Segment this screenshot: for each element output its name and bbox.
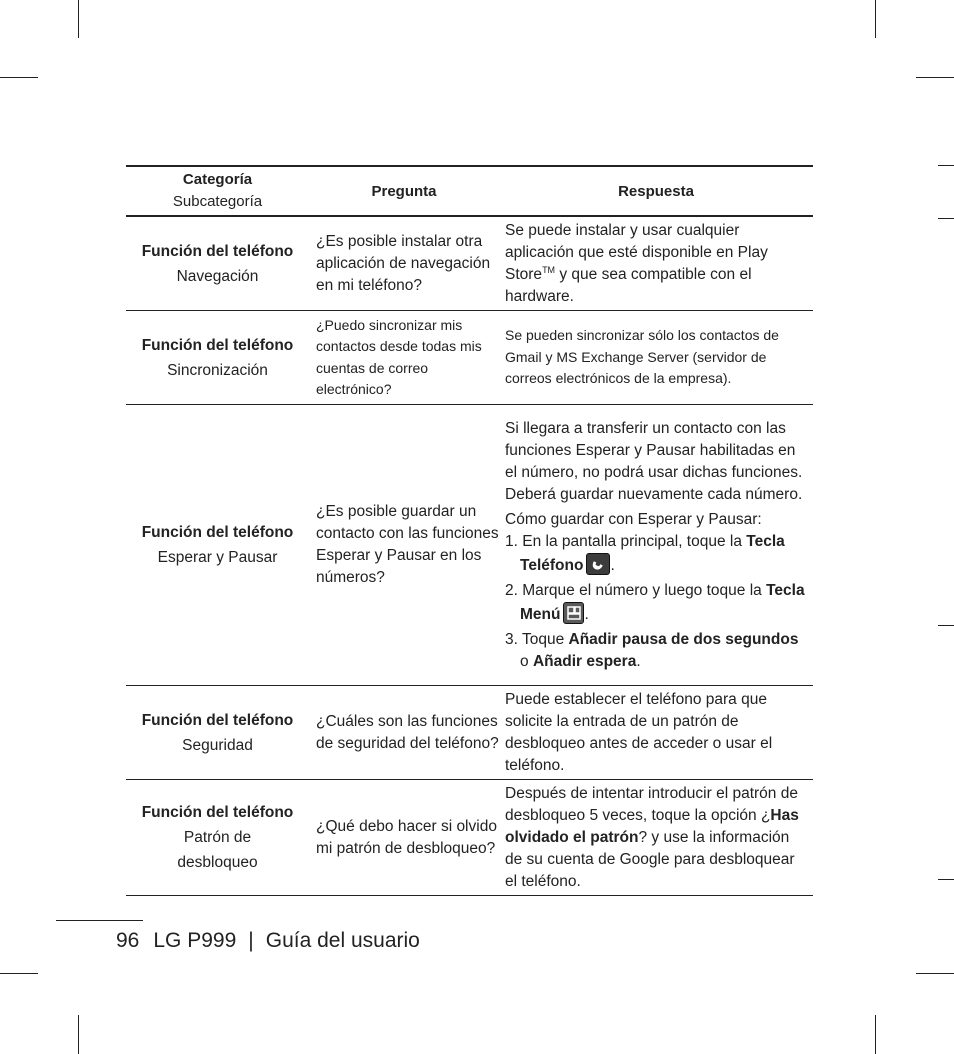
- row-subcategory: Patrón de desbloqueo: [177, 829, 258, 871]
- answer-part: y que sea compatible con el hardware.: [505, 265, 752, 305]
- row-subcategory: Navegación: [176, 267, 259, 285]
- row-answer: [499, 780, 813, 895]
- option-label: Añadir espera: [532, 652, 637, 670]
- menu-key-label: Tecla Menú: [520, 581, 805, 623]
- phone-key-label: Tecla Teléfono: [520, 532, 785, 574]
- step-3: [505, 629, 809, 673]
- step-text: 1. En la pantalla principal, toque la: [505, 532, 747, 550]
- step-1: [505, 531, 809, 577]
- row-subcategory: Seguridad: [182, 736, 253, 754]
- step-text: 2. Marque el número y luego toque la: [505, 581, 767, 599]
- row-category: Función del teléfono: [141, 242, 294, 260]
- row-answer: [499, 311, 813, 404]
- table-header: [126, 165, 813, 217]
- answer-text: [505, 783, 809, 893]
- row-category: Función del teléfono: [141, 336, 294, 354]
- row-category-cell: [126, 780, 309, 895]
- question-text: ¿Cuáles son las funciones de seguridad del teléfono?: [316, 712, 499, 752]
- trademark-mark: TM: [542, 264, 556, 275]
- answer-text: [505, 220, 809, 308]
- question-text: ¿Es posible instalar otra aplicación de navegación en mi teléfono?: [316, 232, 491, 294]
- question-text: ¿Puedo sincronizar mis contactos desde todas mis cuentas de correo electrónico?: [316, 316, 482, 397]
- header-category: Categoría: [182, 171, 253, 188]
- crop-mark: [875, 0, 876, 38]
- row-question: [309, 780, 499, 895]
- crop-mark: [78, 0, 79, 38]
- answer-part: Después de intentar introducir el patrón de desbloqueo 5 veces, toque la opción ¿: [505, 784, 798, 824]
- answer-text: Puede establecer el teléfono para que solicite la entrada de un patrón de desbloqueo antes de acceder o usar el teléfono.: [505, 690, 773, 774]
- row-question: [309, 686, 499, 779]
- header-answer: Respuesta: [618, 182, 694, 200]
- answer-intro: Si llegara a transferir un contacto con las funciones Esperar y Pausar habilitadas en el número, no podrá usar dichas funciones. Deberá guardar nuevamente cada número.: [505, 419, 803, 503]
- row-question: [309, 311, 499, 404]
- menu-key-icon: [563, 602, 584, 624]
- page-number: 96: [116, 929, 140, 952]
- row-answer: [499, 217, 813, 310]
- row-answer: [499, 686, 813, 779]
- header-subcategory: Subcategoría: [172, 193, 263, 210]
- faq-table: [126, 165, 813, 896]
- answer-text: Se pueden sincronizar sólo los contactos de Gmail y MS Exchange Server (servidor de correos electrónicos de la empresa).: [505, 327, 779, 387]
- forgot-pattern-option: Has olvidado el patrón: [505, 806, 799, 846]
- table-row: [126, 311, 813, 405]
- step-text: o: [520, 652, 533, 670]
- row-question: [309, 405, 499, 685]
- crop-mark: [938, 218, 954, 219]
- table-row: [126, 780, 813, 896]
- crop-mark: [916, 77, 954, 78]
- footer-separator: |: [248, 929, 254, 952]
- row-category-cell: [126, 405, 309, 685]
- table-row: [126, 686, 813, 780]
- header-category-cell: [126, 169, 309, 213]
- phone-handset-icon: [586, 553, 610, 575]
- table-row: [126, 217, 813, 311]
- step-text: .: [584, 605, 589, 623]
- crop-mark: [938, 625, 954, 626]
- guide-title: Guía del usuario: [265, 929, 420, 952]
- row-subcategory: Esperar y Pausar: [157, 549, 278, 566]
- crop-mark: [938, 165, 954, 166]
- crop-mark: [78, 1015, 79, 1054]
- header-question: Pregunta: [371, 182, 437, 200]
- answer-part: ? y use la información de su cuenta de Google para desbloquear el teléfono.: [505, 828, 795, 890]
- row-category-cell: [126, 311, 309, 404]
- table-row: [126, 405, 813, 686]
- row-answer: [499, 405, 813, 685]
- row-question: [309, 217, 499, 310]
- step-text: .: [610, 556, 615, 574]
- row-category: Función del teléfono: [141, 711, 294, 729]
- row-category: Función del teléfono: [141, 804, 294, 821]
- row-category: Función del teléfono: [141, 524, 294, 541]
- crop-mark: [916, 973, 954, 974]
- step-2: [505, 580, 809, 626]
- crop-mark: [0, 77, 38, 78]
- crop-mark: [875, 1015, 876, 1054]
- row-category-cell: [126, 217, 309, 310]
- crop-mark: [938, 879, 954, 880]
- row-subcategory: Sincronización: [167, 361, 268, 379]
- step-text: 3. Toque: [505, 630, 569, 648]
- model-name: LG P999: [153, 929, 237, 952]
- footer-rule: [56, 920, 143, 921]
- page-footer: [116, 929, 420, 953]
- answer-part: Se puede instalar y usar cualquier aplicación que esté disponible en Play Store: [505, 221, 768, 283]
- step-text: .: [636, 652, 641, 670]
- question-text: ¿Es posible guardar un contacto con las funciones Esperar y Pausar en los números?: [316, 503, 499, 586]
- row-category-cell: [126, 686, 309, 779]
- option-label: Añadir pausa de dos segundos: [568, 630, 799, 648]
- answer-how: Cómo guardar con Esperar y Pausar:: [505, 510, 762, 528]
- crop-mark: [0, 973, 38, 974]
- question-text: ¿Qué debo hacer si olvido mi patrón de desbloqueo?: [316, 817, 497, 857]
